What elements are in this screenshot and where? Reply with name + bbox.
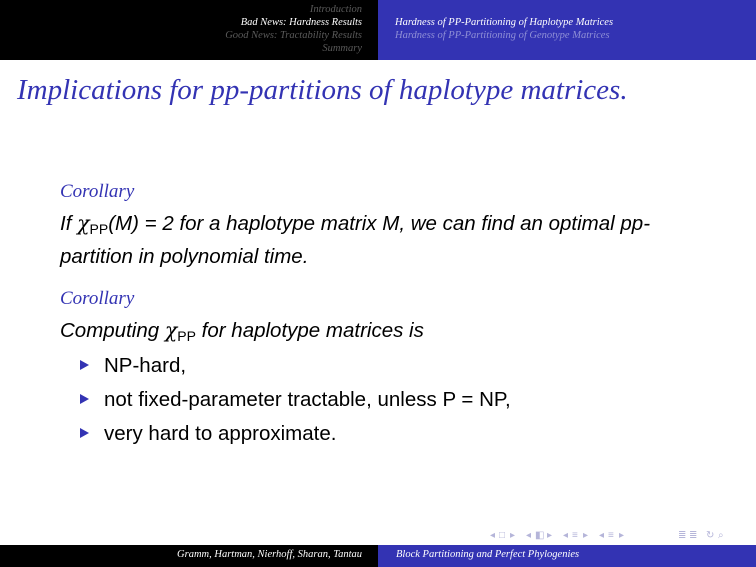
- subsection-link-genotype[interactable]: Hardness of PP-Partitioning of Genotype Matrices: [395, 30, 610, 41]
- np-label: NP: [104, 354, 133, 377]
- corollary-2-title: Corollary: [60, 288, 135, 309]
- footer-title: Block Partitioning and Perfect Phylogenies: [378, 545, 756, 567]
- nav-search-icon[interactable]: ⌕: [718, 530, 724, 541]
- corollary-1-title: Corollary: [60, 181, 135, 202]
- list-item-text: [104, 386, 511, 414]
- list-item-text: [104, 420, 336, 448]
- bullet-triangle-icon: [80, 428, 89, 438]
- chi-symbol: χ: [164, 318, 178, 342]
- item-text: not fixed-parameter tractable, unless: [104, 388, 437, 411]
- bullet-triangle-icon: [80, 394, 89, 404]
- corollary-2-suffix: for haplotype matrices is: [201, 319, 424, 342]
- subsection-navigation: [378, 0, 756, 60]
- chi-subscript: PP: [177, 328, 196, 344]
- nav-next-arrow-icon[interactable]: ▸: [510, 530, 516, 541]
- nav-prev-arrow-icon[interactable]: ◂: [599, 530, 605, 541]
- p-equals-np: P = NP,: [442, 388, 511, 411]
- chi-symbol: χ: [77, 211, 90, 235]
- section-link-good-news[interactable]: Good News: Tractability Results: [225, 30, 362, 41]
- section-link-bad-news[interactable]: Bad News: Hardness Results: [240, 17, 362, 28]
- frame-title: Implications for pp-partitions of haplotype matrices.: [17, 74, 628, 106]
- list-item-text: [104, 352, 186, 380]
- nav-next-arrow-icon[interactable]: ▸: [619, 530, 625, 541]
- corollary-1-body: [60, 209, 720, 271]
- corollary-1-text: for a haplotype matrix M, we can find an optimal pp-partition in polynomial time.: [60, 212, 651, 268]
- nav-next-arrow-icon[interactable]: ▸: [547, 530, 553, 541]
- subsection-list: [395, 16, 613, 42]
- bullet-triangle-icon: [80, 360, 89, 370]
- item-text: very hard to approximate.: [104, 422, 337, 445]
- nav-prev-arrow-icon[interactable]: ◂: [526, 530, 532, 541]
- header: [0, 0, 756, 60]
- nav-back-icon[interactable]: ↻: [706, 530, 715, 541]
- corollary-2-body: [60, 316, 720, 350]
- section-link-introduction[interactable]: Introduction: [309, 4, 362, 15]
- section-list: [225, 3, 362, 55]
- corollary-1-arg: (M) = 2: [108, 212, 174, 235]
- nav-appendix-icon[interactable]: ≣: [689, 530, 698, 541]
- nav-appendix-icon[interactable]: ≣: [678, 530, 687, 541]
- nav-next-arrow-icon[interactable]: ▸: [583, 530, 589, 541]
- beamer-navigation-symbols: [490, 529, 750, 543]
- section-navigation: [0, 0, 378, 60]
- nav-document-icon[interactable]: ≡: [608, 530, 614, 541]
- subsection-link-haplotype[interactable]: Hardness of PP-Partitioning of Haplotype Matrices: [395, 17, 614, 28]
- corollary-1-if: If: [60, 212, 72, 235]
- nav-prev-arrow-icon[interactable]: ◂: [563, 530, 569, 541]
- nav-frame-icon[interactable]: □: [499, 530, 506, 541]
- nav-section-icon[interactable]: ≡: [572, 530, 578, 541]
- item-text: -hard,: [132, 354, 187, 377]
- footer-authors: Gramm, Hartman, Nierhoff, Sharan, Tantau: [0, 545, 378, 567]
- corollary-2-prefix: Computing: [60, 319, 160, 342]
- chi-subscript: PP: [89, 221, 109, 237]
- section-link-summary[interactable]: Summary: [322, 43, 362, 54]
- nav-subsection-icon[interactable]: ◧: [535, 530, 545, 541]
- nav-prev-arrow-icon[interactable]: ◂: [490, 530, 496, 541]
